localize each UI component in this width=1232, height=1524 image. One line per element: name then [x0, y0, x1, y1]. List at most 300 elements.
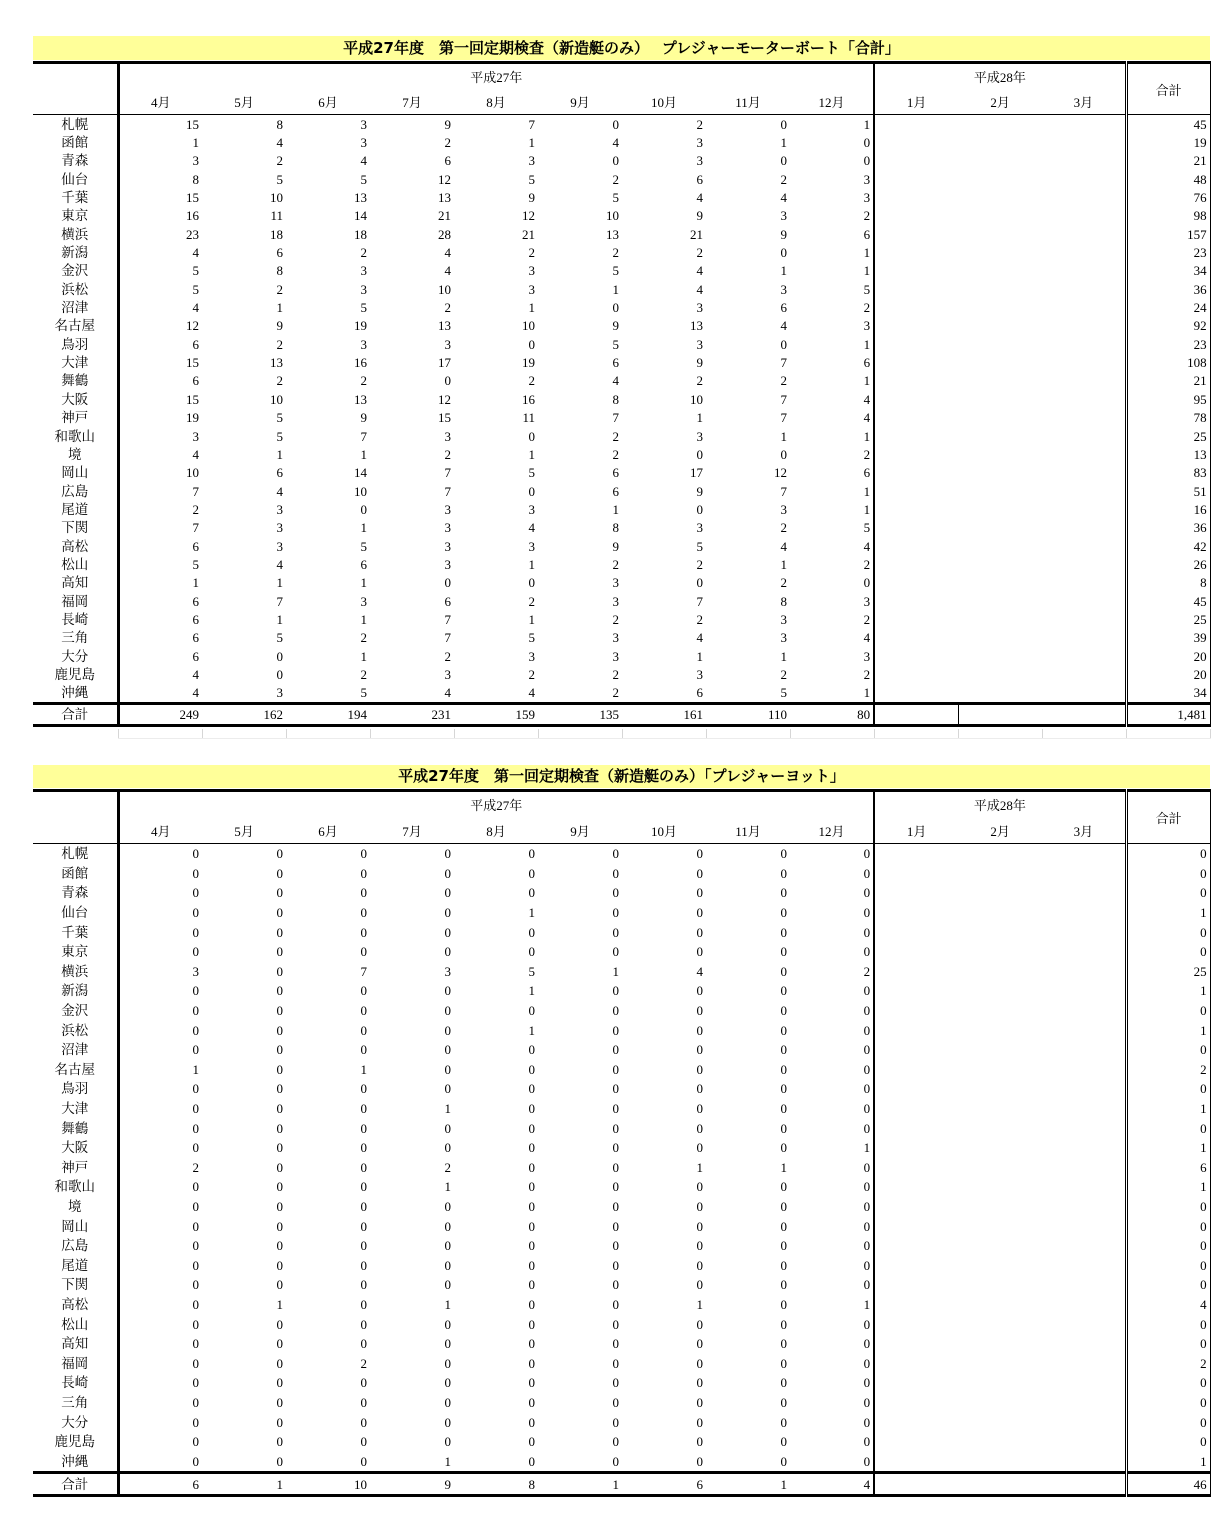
month-value: 0: [696, 1434, 703, 1450]
month-header: 3月: [1042, 818, 1126, 844]
month-value: 0: [696, 905, 703, 921]
row-label: 高知: [33, 574, 118, 592]
month-value: 0: [780, 983, 787, 999]
row-label: 松山: [33, 555, 118, 573]
empty-cell: [1042, 243, 1126, 261]
month-value: 21: [690, 226, 703, 242]
month-value: 0: [360, 1375, 367, 1391]
grand-total: 1,481: [1126, 704, 1210, 726]
month-value: 0: [780, 1101, 787, 1117]
month-value: 0: [528, 1434, 535, 1450]
empty-cell: [1042, 1353, 1126, 1373]
month-value: 0: [780, 1061, 787, 1077]
month-value: 5: [780, 685, 787, 701]
table-row: [33, 1138, 1210, 1158]
month-value: 5: [276, 630, 283, 646]
month-value: 2: [612, 685, 619, 701]
month-value: 0: [276, 1159, 283, 1175]
empty-cell: [958, 335, 1042, 353]
month-value: 0: [276, 1081, 283, 1097]
month-value: 12: [774, 465, 787, 481]
month-value: 0: [528, 885, 535, 901]
month-value: 0: [276, 1179, 283, 1195]
month-value: 10: [438, 281, 451, 297]
month-value: 1: [276, 300, 283, 316]
month-value: 13: [438, 190, 451, 206]
month-value: 4: [528, 520, 535, 536]
empty-cell: [1042, 903, 1126, 923]
month-value: 16: [354, 355, 367, 371]
row-total: 1: [1126, 1020, 1210, 1040]
month-value: 0: [444, 865, 451, 881]
row-total: 0: [1126, 1001, 1210, 1021]
month-value: 0: [790, 1040, 874, 1060]
empty-cell: [1042, 1432, 1126, 1452]
month-value: 7: [780, 410, 787, 426]
month-value: 0: [696, 501, 703, 517]
month-value: 0: [192, 1414, 199, 1430]
month-header: 7月: [370, 89, 454, 115]
month-value: 0: [444, 1375, 451, 1391]
month-value: 3: [444, 538, 451, 554]
month-value: 2: [528, 245, 535, 261]
month-value: 0: [444, 575, 451, 591]
empty-cell: [958, 1079, 1042, 1099]
table-row: [33, 1177, 1210, 1197]
month-value: 10: [690, 391, 703, 407]
table-row: [33, 133, 1210, 151]
month-value: 3: [444, 336, 451, 352]
month-value: 6: [612, 355, 619, 371]
month-value: 3: [276, 685, 283, 701]
empty-cell: [1042, 427, 1126, 445]
month-value: 0: [276, 1120, 283, 1136]
month-value: 0: [696, 1120, 703, 1136]
month-value: 4: [360, 153, 367, 169]
month-value: 3: [696, 428, 703, 444]
row-total: 19: [1126, 133, 1210, 151]
empty-cell: [1042, 574, 1126, 592]
month-value: 0: [528, 1061, 535, 1077]
year-header: 平成27年: [118, 63, 874, 90]
month-value: 0: [360, 983, 367, 999]
month-value: 7: [444, 465, 451, 481]
month-value: 5: [192, 263, 199, 279]
empty-cell: [958, 464, 1042, 482]
month-value: 2: [612, 428, 619, 444]
empty-cell: [874, 574, 958, 592]
row-total: 1: [1126, 1451, 1210, 1472]
empty-cell: [874, 1412, 958, 1432]
table-row: [33, 519, 1210, 537]
month-value: 14: [354, 465, 367, 481]
month-value: 10: [270, 190, 283, 206]
month-value: 6: [192, 336, 199, 352]
month-value: 0: [612, 1159, 619, 1175]
month-value: 0: [276, 1003, 283, 1019]
row-label: 札幌: [33, 844, 118, 864]
month-value: 0: [612, 944, 619, 960]
month-value: 1: [790, 372, 874, 390]
table-row: [33, 390, 1210, 408]
month-value: 7: [276, 593, 283, 609]
month-value: 4: [192, 666, 199, 682]
month-value: 10: [186, 465, 199, 481]
empty-cell: [958, 1412, 1042, 1432]
empty-cell: [958, 225, 1042, 243]
grid-remnant: [118, 729, 1211, 739]
empty-cell: [958, 1334, 1042, 1354]
month-value: 0: [192, 1003, 199, 1019]
month-value: 0: [696, 846, 703, 862]
month-value: 0: [528, 483, 535, 499]
empty-cell: [874, 1079, 958, 1099]
empty-cell: [1042, 115, 1126, 134]
table-row: [33, 372, 1210, 390]
month-value: 0: [444, 1061, 451, 1077]
month-value: 6: [790, 225, 874, 243]
header-row-months: [33, 818, 1210, 844]
empty-cell: [1042, 188, 1126, 206]
total-row-label: 合計: [33, 704, 118, 726]
empty-cell: [958, 592, 1042, 610]
month-value: 0: [444, 1081, 451, 1097]
month-value: 9: [612, 538, 619, 554]
empty-cell: [874, 500, 958, 518]
month-value: 0: [192, 1218, 199, 1234]
month-value: 2: [612, 171, 619, 187]
month-value: 7: [360, 428, 367, 444]
month-value: 3: [360, 116, 367, 132]
month-total: 10: [286, 1473, 370, 1496]
month-value: 7: [360, 963, 367, 979]
row-total: 0: [1126, 1393, 1210, 1413]
month-value: 0: [360, 944, 367, 960]
empty-cell: [1042, 1177, 1126, 1197]
row-total: 16: [1126, 500, 1210, 518]
month-value: 0: [696, 1414, 703, 1430]
month-value: 0: [444, 905, 451, 921]
month-value: 0: [612, 983, 619, 999]
month-value: 2: [790, 445, 874, 463]
month-value: 1: [780, 556, 787, 572]
month-value: 3: [790, 647, 874, 665]
row-total: 20: [1126, 665, 1210, 683]
table-2-body: [33, 844, 1210, 1496]
table-row: [33, 1334, 1210, 1354]
month-value: 3: [696, 666, 703, 682]
month-value: 3: [276, 501, 283, 517]
empty-cell: [958, 298, 1042, 316]
month-value: 13: [606, 226, 619, 242]
month-value: 4: [444, 685, 451, 701]
month-value: 0: [696, 1003, 703, 1019]
table-row: [33, 1001, 1210, 1021]
month-value: 3: [612, 648, 619, 664]
empty-cell: [874, 390, 958, 408]
month-value: 6: [192, 593, 199, 609]
month-value: 1: [276, 446, 283, 462]
month-value: 3: [360, 336, 367, 352]
month-value: 0: [612, 1042, 619, 1058]
empty-cell: [1042, 1451, 1126, 1472]
month-value: 1: [444, 1296, 451, 1312]
month-header: 10月: [622, 89, 706, 115]
month-value: 15: [186, 391, 199, 407]
month-value: 4: [276, 483, 283, 499]
month-value: 0: [192, 1434, 199, 1450]
month-value: 7: [192, 520, 199, 536]
month-value: 0: [192, 924, 199, 940]
row-total: 1: [1126, 903, 1210, 923]
empty-cell: [958, 704, 1042, 726]
empty-cell: [874, 981, 958, 1001]
empty-cell: [874, 537, 958, 555]
row-label: 三角: [33, 1393, 118, 1413]
header-corner: [33, 63, 118, 115]
month-value: 5: [276, 410, 283, 426]
month-value: 2: [790, 555, 874, 573]
month-value: 5: [528, 465, 535, 481]
month-value: 0: [612, 1277, 619, 1293]
row-total: 24: [1126, 298, 1210, 316]
month-value: 3: [444, 520, 451, 536]
month-value: 2: [612, 556, 619, 572]
month-value: 19: [354, 318, 367, 334]
month-value: 11: [522, 410, 535, 426]
month-value: 0: [192, 1257, 199, 1273]
motorboat-table-section: [33, 36, 1210, 727]
month-value: 1: [696, 1296, 703, 1312]
month-value: 1: [790, 335, 874, 353]
month-value: 0: [780, 846, 787, 862]
month-total: 9: [370, 1473, 454, 1496]
month-value: 2: [696, 245, 703, 261]
empty-cell: [874, 555, 958, 573]
month-value: 1: [360, 446, 367, 462]
month-header: 1月: [874, 89, 958, 115]
row-total: 76: [1126, 188, 1210, 206]
table-row: [33, 1353, 1210, 1373]
month-value: 2: [790, 962, 874, 982]
empty-cell: [958, 537, 1042, 555]
month-value: 0: [780, 1434, 787, 1450]
empty-cell: [958, 962, 1042, 982]
month-value: 10: [606, 208, 619, 224]
month-total: 6: [118, 1473, 202, 1496]
month-value: 5: [612, 336, 619, 352]
empty-cell: [958, 482, 1042, 500]
month-value: 1: [790, 1295, 874, 1315]
row-total: 0: [1126, 942, 1210, 962]
empty-cell: [1042, 704, 1126, 726]
empty-cell: [1042, 684, 1126, 704]
row-total: 25: [1126, 962, 1210, 982]
month-value: 21: [438, 208, 451, 224]
empty-cell: [874, 133, 958, 151]
month-value: 0: [528, 1140, 535, 1156]
row-label: 広島: [33, 482, 118, 500]
month-value: 4: [444, 263, 451, 279]
empty-cell: [958, 1001, 1042, 1021]
row-label: 名古屋: [33, 317, 118, 335]
month-value: 0: [780, 1042, 787, 1058]
month-value: 7: [780, 391, 787, 407]
month-value: 0: [780, 1238, 787, 1254]
month-value: 19: [522, 355, 535, 371]
month-value: 0: [528, 924, 535, 940]
month-value: 2: [780, 520, 787, 536]
month-value: 8: [276, 116, 283, 132]
month-value: 3: [790, 170, 874, 188]
month-value: 21: [522, 226, 535, 242]
table-row: [33, 555, 1210, 573]
month-value: 0: [790, 1393, 874, 1413]
month-value: 0: [444, 1042, 451, 1058]
month-value: 0: [444, 1238, 451, 1254]
month-value: 0: [528, 1296, 535, 1312]
month-value: 13: [354, 391, 367, 407]
month-value: 0: [696, 1179, 703, 1195]
table-row: [33, 864, 1210, 884]
month-value: 0: [780, 1140, 787, 1156]
month-value: 0: [780, 1003, 787, 1019]
month-value: 4: [696, 190, 703, 206]
month-value: 1: [780, 135, 787, 151]
table-1-body: [33, 115, 1210, 726]
month-value: 6: [276, 465, 283, 481]
month-value: 0: [192, 1198, 199, 1214]
empty-cell: [874, 225, 958, 243]
table-row: [33, 942, 1210, 962]
month-value: 5: [360, 538, 367, 554]
month-value: 2: [360, 1355, 367, 1371]
month-value: 4: [696, 630, 703, 646]
month-value: 9: [360, 410, 367, 426]
row-total: 36: [1126, 280, 1210, 298]
month-value: 2: [780, 575, 787, 591]
month-value: 0: [612, 1238, 619, 1254]
empty-cell: [874, 1177, 958, 1197]
month-value: 0: [276, 983, 283, 999]
month-header: 12月: [790, 818, 874, 844]
month-value: 0: [790, 1197, 874, 1217]
month-value: 1: [780, 428, 787, 444]
month-value: 0: [276, 1453, 283, 1469]
month-value: 0: [444, 1003, 451, 1019]
empty-cell: [958, 647, 1042, 665]
empty-cell: [958, 390, 1042, 408]
row-label: 名古屋: [33, 1060, 118, 1080]
empty-cell: [874, 684, 958, 704]
month-value: 0: [192, 1277, 199, 1293]
total-row-label: 合計: [33, 1473, 118, 1496]
month-value: 0: [790, 1314, 874, 1334]
empty-cell: [1042, 1060, 1126, 1080]
empty-cell: [874, 665, 958, 683]
row-label: 札幌: [33, 115, 118, 134]
empty-cell: [874, 353, 958, 371]
month-value: 1: [360, 1061, 367, 1077]
month-value: 0: [192, 1453, 199, 1469]
empty-cell: [958, 1451, 1042, 1472]
month-value: 0: [790, 903, 874, 923]
empty-cell: [958, 243, 1042, 261]
table-row: [33, 1255, 1210, 1275]
row-label: 浜松: [33, 280, 118, 298]
month-value: 0: [780, 1414, 787, 1430]
month-value: 1: [360, 520, 367, 536]
month-value: 0: [612, 1081, 619, 1097]
row-label: 福岡: [33, 1353, 118, 1373]
month-value: 4: [192, 685, 199, 701]
empty-cell: [874, 1158, 958, 1178]
empty-cell: [958, 207, 1042, 225]
month-value: 4: [444, 245, 451, 261]
month-value: 0: [192, 1022, 199, 1038]
month-value: 2: [192, 1159, 199, 1175]
empty-cell: [958, 1158, 1042, 1178]
table-row: [33, 610, 1210, 628]
month-value: 6: [612, 483, 619, 499]
table-row: [33, 262, 1210, 280]
month-value: 9: [696, 355, 703, 371]
empty-cell: [874, 629, 958, 647]
empty-cell: [958, 1040, 1042, 1060]
month-value: 6: [444, 153, 451, 169]
month-value: 2: [780, 373, 787, 389]
row-total: 42: [1126, 537, 1210, 555]
month-value: 0: [444, 1355, 451, 1371]
yacht-table-section: [33, 765, 1210, 1497]
month-value: 0: [276, 1042, 283, 1058]
empty-cell: [958, 519, 1042, 537]
month-value: 0: [696, 1198, 703, 1214]
month-header: 12月: [790, 89, 874, 115]
month-value: 0: [696, 865, 703, 881]
empty-cell: [1042, 482, 1126, 500]
month-value: 0: [612, 153, 619, 169]
month-value: 17: [438, 355, 451, 371]
month-value: 0: [276, 1277, 283, 1293]
empty-cell: [1042, 555, 1126, 573]
month-value: 3: [612, 575, 619, 591]
empty-cell: [958, 864, 1042, 884]
empty-cell: [1042, 864, 1126, 884]
table-row: [33, 1295, 1210, 1315]
month-value: 0: [790, 1099, 874, 1119]
month-value: 9: [276, 318, 283, 334]
month-value: 3: [780, 630, 787, 646]
month-value: 0: [612, 1355, 619, 1371]
month-value: 3: [360, 263, 367, 279]
month-value: 0: [612, 1336, 619, 1352]
row-label: 岡山: [33, 1216, 118, 1236]
month-value: 0: [790, 1275, 874, 1295]
month-value: 7: [780, 483, 787, 499]
empty-cell: [874, 1197, 958, 1217]
month-value: 5: [612, 263, 619, 279]
month-value: 4: [276, 556, 283, 572]
table-title: 平成27年度 第一回定期検査（新造艇のみ）「プレジャーヨット」: [33, 765, 1210, 788]
row-label: 大阪: [33, 1138, 118, 1158]
empty-cell: [874, 1216, 958, 1236]
month-value: 1: [528, 611, 535, 627]
row-total: 21: [1126, 372, 1210, 390]
table-1-header: [33, 63, 1210, 115]
row-total: 51: [1126, 482, 1210, 500]
month-value: 2: [528, 593, 535, 609]
